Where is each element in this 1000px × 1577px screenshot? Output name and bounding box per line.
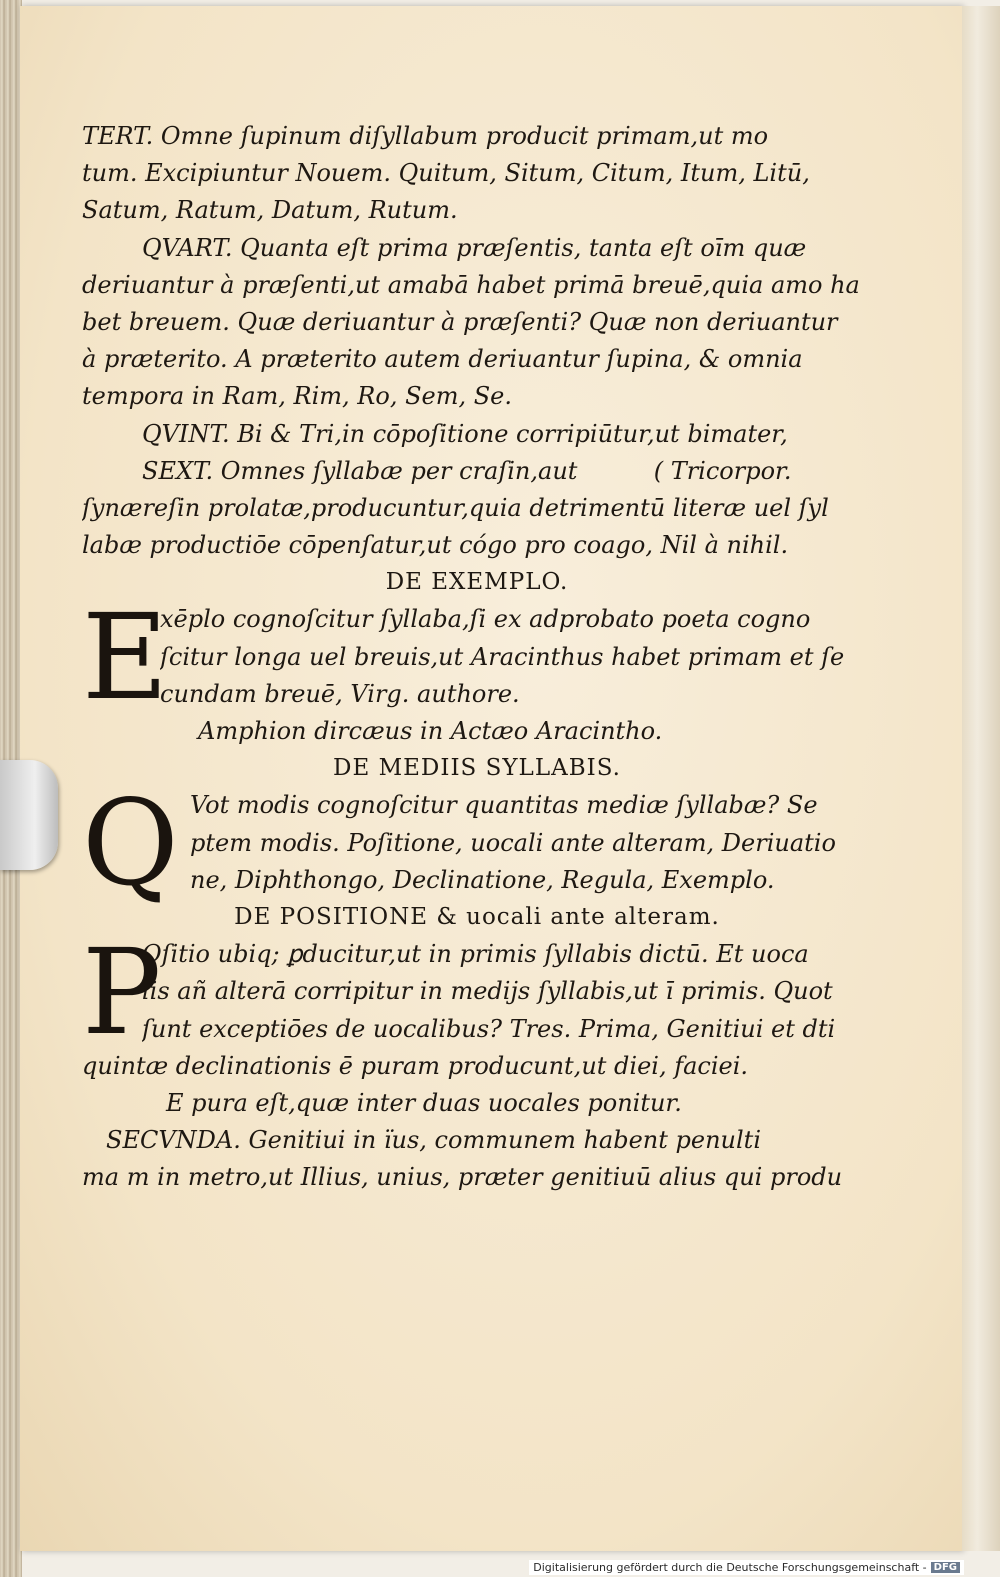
text-line: E pura eſt,quæ inter duas uocales ponitur. — [166, 1088, 682, 1117]
text-line: QVART. Quanta eſt prima præſentis, tanta eſt oīm quæ — [142, 233, 807, 262]
text-line: ſcitur longa uel breuis,ut Aracinthus habet primam et ſe — [160, 642, 845, 671]
text-line: QVINT. Bi & Tri,in cōpoſitione corripiūtur,ut bimater, — [142, 419, 788, 448]
dfg-logo: DFG — [931, 1562, 960, 1573]
credit-text: Digitalisierung gefördert durch die Deutsche Forschungsgemeinschaft - — [533, 1561, 927, 1574]
text-line: bet breuem. Quæ deriuantur à præſenti? Quæ non deriuantur — [82, 307, 838, 336]
text-line: SEXT. Omnes ſyllabæ per craſin,aut ( Tricorpor. — [142, 456, 792, 485]
section-heading: DE POSITIONE & uocali ante alteram. — [234, 904, 720, 930]
text-line: lis añ alterā corripitur in medijs ſyllabis,ut ī primis. Quot — [142, 977, 833, 1006]
section-heading: DE EXEMPLO. — [385, 569, 569, 596]
paragraph-positione — [82, 923, 872, 1062]
text-line: xēplo cognoſcitur ſyllaba,ſi ex adprobato poeta cogno — [160, 605, 811, 634]
text-line: cundam breuē, Virg. authore. — [160, 679, 520, 708]
paragraph-exemplo — [82, 588, 872, 727]
text-line: SECVNDA. Genitiui in ïus, communem habent penulti — [106, 1126, 761, 1155]
text-line: deriuantur à præſenti,ut amabā habet primā breuē,quia amo ha — [82, 270, 860, 299]
book-clamp — [0, 760, 58, 870]
text-line: tempora in Ram, Rim, Ro, Sem, Se. — [82, 382, 513, 411]
text-line: ne, Diphthongo, Declinatione, Regula, Exemplo. — [190, 865, 775, 894]
text-line: ma m in metro,ut Illius, unius, præter genitiuū alius qui produ — [82, 1163, 843, 1192]
drop-cap: Q — [82, 774, 179, 913]
page-fore-edge — [962, 6, 1000, 1551]
drop-cap: P — [82, 923, 162, 1062]
text-line: Satum, Ratum, Datum, Rutum. — [82, 196, 458, 225]
paragraph-mediis — [82, 774, 872, 913]
text-line: Oſitio ubiq; ꝑducitur,ut in primis ſyllabis dictū. Et uoca — [142, 940, 809, 969]
text-line: TERT. Omne ſupinum diſyllabum producit primam,ut mo — [82, 122, 769, 150]
text-line: à præterito. A præterito autem deriuantur ſupina, & omnia — [82, 345, 803, 374]
page-text — [82, 118, 872, 1197]
text-line: labæ productiōe cōpenſatur,ut cógo pro coago, Nil à nihil. — [82, 531, 789, 560]
text-line: ſunt exceptiōes de uocalibus? Tres. Prima, Genitiui et dti — [142, 1014, 836, 1043]
text-line: quintæ declinationis ē puram producunt,ut diei, faciei. — [82, 1051, 749, 1080]
verse-line: Amphion dircæus in Actæo Aracintho. — [198, 717, 663, 746]
section-heading: DE MEDIIS SYLLABIS. — [333, 755, 621, 782]
text-line: Vot modis cognoſcitur quantitas mediæ ſyllabæ? Se — [190, 791, 818, 820]
text-line: ſynæreſin prolatæ,producuntur,quia detrimentū literæ uel ſyl — [82, 493, 829, 522]
text-line: tum. Excipiuntur Nouem. Quitum, Situm, Citum, Itum, Litū, — [82, 159, 810, 188]
text-line: ptem modis. Poſitione, uocali ante alteram, Deriuatio — [190, 828, 836, 857]
digitization-credit — [529, 1560, 964, 1575]
drop-cap: E — [82, 588, 169, 727]
